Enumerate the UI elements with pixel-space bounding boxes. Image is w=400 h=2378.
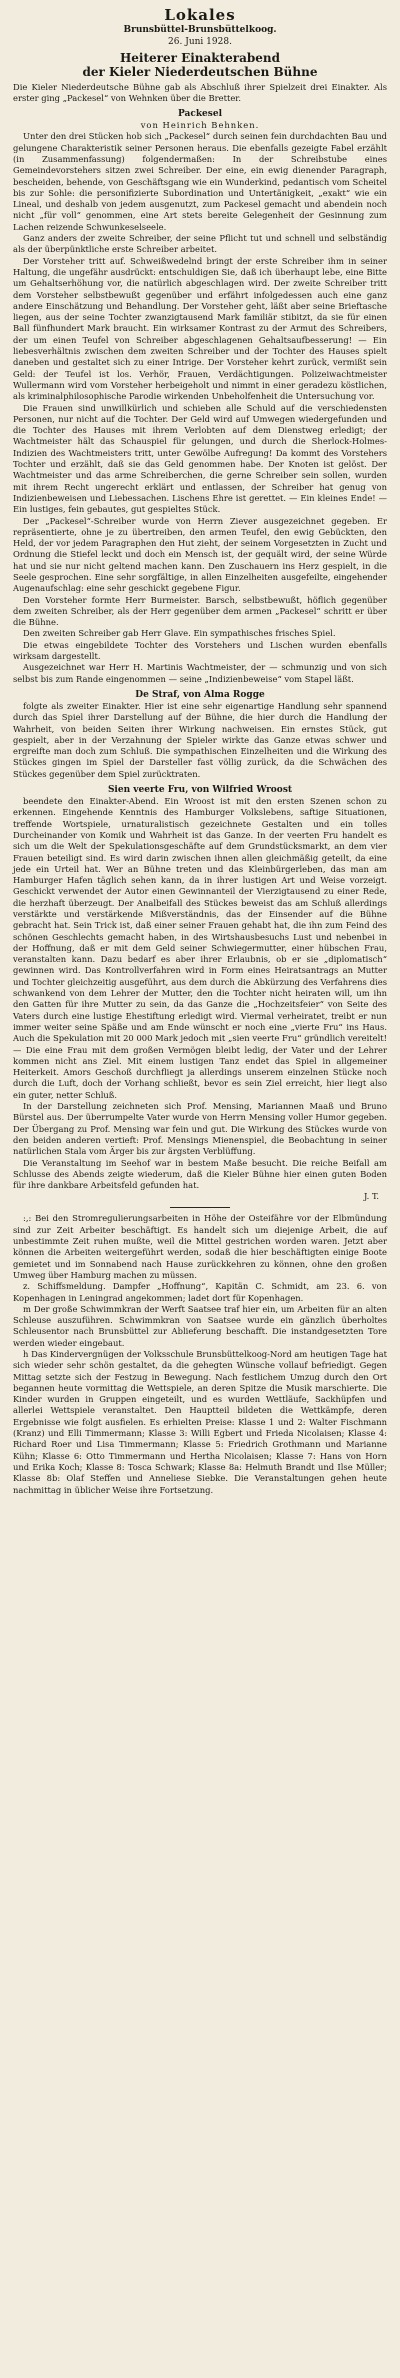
paragraph: folgte als zweiter Einakter. Hier ist eine sehr eigenartige Handlung sehr spannend durch das Spiel ihrer Darstellung auf der Bühne, die hier durch die Handlung der Wahrheit, von beiden Seiten ihrer Wirkung nachweisen. Ein ernstes Stück, gut gespielt, aber in der Verzahnung der Spieler wirkte das Ganze etwas schwer und ergreifte man doch zum Schluß. Die sympathischen Einzelheiten und die Wirkung des Stückes gingen im Spiel der Darsteller fast völlig zurück, da die Schwächen des Stückes gegenüber dem Spiel zurücktraten. — [13, 700, 387, 779]
article-headline — [13, 51, 387, 79]
headline-line-2: der Kieler Niederdeutschen Bühne — [82, 65, 318, 79]
play1-title: Packesel — [177, 109, 222, 120]
news-note: h Das Kindervergnügen der Volksschule Brunsbüttelkoog-Nord am heutigen Tage hat sich wieder sehr schön gestaltet, da die gehegten Wünsche vollauf befriedigt. Gegen Mittag setzte sich der Festzug in Bewegung. Nach festlichem Umzug durch den Ort begannen heute vormittag die Wettspiele, an deren Spitze die Musik marschierte. Die Kinder wurden in Gruppen eingeteilt, und es wurden Wettläufe, Sackhüpfen und allerlei Wettspiele veranstaltet. Den Hauptteil bildeten die Wettkämpfe, deren Ergebnisse wie folgt ausfielen. Es erhielten Preise: Klasse 1 und 2: Walter Fischmann (Kranz) und Elli Timmermann; Klasse 3: Willi Egbert und Frieda Nicolaisen; Klasse 4: Richard Roer und Lisa Timmermann; Klasse 5: Friedrich Grothmann und Marianne Kühn; Klasse 6: Otto Timmermann und Hertha Nicolaisen; Klasse 7: Hans von Horn und Erika Koch; Klasse 8: Tosca Schwark; Klasse 8a: Helmuth Brandt und Ilse Müller; Klasse 8b: Olaf Steffen und Anneliese Siebke. Die Veranstaltungen gehen heute nachmittag in üblicher Weise ihre Fortsetzung. — [13, 1348, 387, 1495]
play2-review — [13, 701, 387, 780]
paragraph: Die Frauen sind unwillkürlich und schieben alle Schuld auf die verschiedensten Personen, nur nicht auf die Tochter. Der Geld wird auf Umwegen wiedergefunden und die Tochter des Hauses mit ihrem Verlobten auf dem Dienstweg erledigt; der Wachtmeister hält das Schauspiel für gelungen, und durch die Sherlock-Holmes-Indizien des Wachtmeisters tritt, unter Gewölbe Aufregung! Da kommt des Vorstehers Tochter und erzählt, daß sie das Geld genommen habe. Der Knoten ist gelöst. Der Wachtmeister und das arme Schreiberchen, die gerne Schreiber sein sollen, wurden mit ihrem Recht ungerecht erklärt und entlassen, der Schreiber hat genug von Indizienbeweisen und Liebessachen. Lischens Ehre ist gerettet. — Ein kleines Ende! — Ein lustiges, fein gebautes, gut gespieltes Stück. — [13, 402, 387, 515]
paragraph: beendete den Einakter-Abend. Ein Wroost ist mit den ersten Szenen schon zu erkennen. Eingehende Kenntnis des Hamburger Volkslebens, saftige Situationen, treffende Wortspiele, urnaturalistisch gezeichnete Gestalten und ein tolles Durcheinander von Komik und Wahrheit ist das Ganze. In der veerten Fru handelt es sich um die Welt der Spekulationsgeschäfte auf dem Grundstücksmarkt, an dem vier Frauen beteiligt sind. Es wird darin zwischen ihnen allen gleichmäßig geteilt, da eine jede ein Urteil hat. Wer an Bühne treten und das Kleinbürgerleben, das man am Hamburger Hafen täglich sehen kann, da in ihrer lustigen Art und Weise vorzeigt. Geschickt verwendet der Autor einen Gewinnanteil der Vierzigtausend zu einer Rede, die herzhaft überzeugt. Der Analbeifall des Stückes beweist das am Schluß allerdings verstärkte und verstärkende Mißverständnis, das der Einsender auf die Bühne gebracht hat. Sein Trick ist, daß einer seiner Frauen gehabt hat, die ihn zum Feind des schönen Geschlechts gemacht haben, in des Wirtshausbesuchs Lust und nebenbei in der Hoffnung, daß er mit dem Geld seiner Schwiegermutter, einer hübschen Frau, veranstalten kann. Dazu bedarf es aber ihrer Erlaubnis, ob er sie „diplomatisch“ gewinnen wird. Das Kontrollverfahren wird in Form eines Heiratsantrags an Mutter und Tochter gleichzeitig ausgeführt, aus dem durch die Abkürzung des Verfahrens dies schwankend von dem Lehrer der Mutter, den die Tochter nicht heiraten will, um ihn den Gatten für ihre Mutter zu sein, da das Ganze die „Hochzeitsfeier“ von Seite des Vaters durch eine lustige Ehestiftung erledigt wird. Viermal verheiratet, treibt er nun immer weiter seine Späße und am Ende wünscht er noch eine „vierte Fru“ ins Haus. Auch die Spekulation mit 20 000 Mark jedoch mit „sien veerte Fru“ gründlich vereitelt! — Die eine Frau mit dem großen Vermögen bleibt ledig, der Vater und der Lehrer kommen nicht ans Ziel. Mit einem lustigen Tanz endet das Spiel in allgemeiner Heiterkeit. Amors Geschoß durchfliegt ja allerdings unserem einzelnen Stücke noch durch die Luft, doch der Vorhang schließt, bevor es sein Ziel erreicht, hier liegt also ein guter, netter Schluß. — [13, 796, 387, 1100]
play3-review — [13, 796, 387, 1191]
news-note: m Der große Schwimmkran der Werft Saatsee traf hier ein, um Arbeiten für an alten Schleuse auszuführen. Schwimmkran von Saatsee wurde ein gänzlich überholtes Schleusentor nach Brunsbüttel zur Ablieferung beschafft. Die instandgesetzten Tore werden wieder eingebaut. — [13, 1303, 387, 1348]
dateline — [13, 24, 387, 48]
paragraph: Den zweiten Schreiber gab Herr Glave. Ein sympathisches frisches Spiel. — [23, 628, 336, 639]
paragraph: Die etwas eingebildete Tochter des Vorstehers und Lischen wurden ebenfalls wirksam dargestellt. — [13, 639, 387, 662]
paragraph: Der „Packesel“-Schreiber wurde von Herrn Ziever ausgezeichnet gegeben. Er repräsentierte, ohne je zu übertreiben, den armen Teufel, den ewig Gebückten, den Held, der vor jedem Paragraphen den Hut zieht, der seinem Vorgesetzten in Zucht und Ordnung die Stiefel leckt und doch ein Mensch ist, der gequält wird, der seine Würde hat und sie nur nicht geltend machen kann. Den Zuschauern ins Herz gespielt, in die Seele gesprochen. Eine sehr sorgfältige, in allen Einzelheiten ausgefeilte, eingehender Augenaufschlag: eine sehr geschickt gegebene Figur. — [13, 515, 387, 594]
paragraph: Den Vorsteher formte Herr Burmeister. Barsch, selbstbewußt, höflich gegenüber dem zweiten Schreiber, als der Herr gegenüber dem armen „Packesel“ schritt er über die Bühne. — [13, 594, 387, 628]
news-note: z. Schiffsmeldung. Dampfer „Hoffnung“, Kapitän C. Schmidt, am 23. 6. von Kopenhagen in Leningrad angekommen; ladet dort für Kopenhagen. — [13, 1281, 387, 1303]
dateline-place: Brunsbüttel-Brunsbüttelkoog. — [123, 25, 277, 35]
section-divider — [170, 1207, 230, 1208]
article-signature: J. T. — [363, 1191, 379, 1202]
paragraph: Unter den drei Stücken hob sich „Packesel“ durch seinen fein durchdachten Bau und gelungene Charakteristik seiner Personen heraus. Die ebenfalls gezeigte Fabel erzählt (in Zusammenfassung) folgendermaßen: In der Schreibstube eines Gemeindevorstehers sitzen zwei Schreiber. Der eine, ein ewig dienender Paragraph, bescheiden, behende, von Geschäftsgang wie ein Wunderkind, pedantisch vom Scheitel bis zur Sohle: die personifizierte Subordination und Untertänigkeit, „exakt“ wie ein Lineal, und deshalb von jedem ausgenutzt, zum Packesel gemacht und abendein noch nicht „für voll“ genommen, eine Art stets bereite Gelegenheit der Gesinnung zum Lachen reizende Schwunkeselseele. — [13, 131, 387, 232]
news-note: :,: Bei den Stromregulierungsarbeiten in Höhe der Osteifähre vor der Elbmündung sind zur Zeit Arbeiter beschäftigt. Es handelt sich um diejenige Arbeit, die auf unbestimmte Zeit ruhen mußte, weil die Mittel gestrichen worden waren. Jetzt aber können die Arbeiten weitergeführt werden, sodaß die hier beschäftigten einige Boote gemietet und im Sonnabend nach Hause zurückkehren zu können, ohne den großen Umweg über Hamburg machen zu müssen. — [13, 1213, 387, 1280]
paragraph: Der Vorsteher tritt auf. Schweißwedelnd bringt der erste Schreiber ihm in seiner Haltung, die ungefähr ausdrückt: entschuldigen Sie, daß ich überhaupt lebe, eine Bitte um Gehaltserhöhung vor, die natürlich abgeschlagen wird. Der zweite Schreiber tritt dem Vorsteher selbstbewußt gegenüber und erfährt infolgedessen auch eine ganz andere Einschätzung und Behandlung. Der Vorsteher geht, läßt aber seine Brieftasche liegen, aus der seine Tochter zwanzigtausend Mark familiär stibitzt, da sie für einen Ball fünfhundert Mark braucht. Ein wirksamer Kontrast zu der Armut des Schreibers, der um einen Teufel von Schreiber abgeschlagenen Gehaltsaufbesserung! — Ein liebesverhältnis zwischen dem zweiten Schreiber und der Tochter des Hauses spielt daneben und gestaltet sich zu einer Intrige. Der Vorsteher kehrt zurück, vermißt sein Geld: der Teufel ist los. Verhör, Frauen, Verdächtigungen. Polizeiwachtmeister Wullermann wird vom Vorsteher herbeigeholt und nimmt in einer geradezu köstlichen, als kriminalphilosophische Parodie wirkenden Unbeholfenheit die Untersuchung vor. — [13, 255, 387, 402]
section-masthead: Lokales — [164, 6, 236, 24]
play3-title: Sien veerte Fru, von Wilfried Wroost — [107, 785, 293, 796]
play1-review — [13, 131, 387, 685]
paragraph: Die Veranstaltung im Seehof war in bestem Maße besucht. Die reiche Beifall am Schlusse des Abends zeigte wiederum, daß die Kieler Bühne hier einen guten Boden für ihre dankbare Arbeitsfeld gefunden hat. — [13, 1157, 387, 1191]
play1-author: von Heinrich Behnken. — [140, 120, 260, 131]
headline-line-1: Heiterer Einakterabend — [119, 51, 281, 65]
local-notes — [13, 1213, 387, 1495]
paragraph: In der Darstellung zeichneten sich Prof. Mensing, Mariannen Maaß und Bruno Bürstel aus. Der überrumpelte Vater wurde von Herrn Mensing voller Humor gegeben. Der Übergang zu Prof. Mensing war fein und gut. Die Wirkung des Stückes wurde von den beiden anderen vertieft: Prof. Mensings Mienenspiel, die Beobachtung in seiner natürlichen Stala vom Ärger bis zur ärgsten Verblüffung. — [13, 1101, 387, 1157]
paragraph: Ganz anders der zweite Schreiber, der seine Pflicht tut und schnell und selbständig als der überpünktliche erste Schreiber arbeitet. — [13, 233, 387, 255]
paragraph: Ausgezeichnet war Herr H. Martinis Wachtmeister, der — schmunzig und von sich selbst bis zum Rande eingenommen — seine „Indizienbeweise“ vom Stapel läßt. — [13, 662, 387, 684]
dateline-date: 26. Juni 1928. — [168, 37, 232, 47]
play2-title: De Straf, von Alma Rogge — [135, 689, 265, 700]
article-lead: Die Kieler Niederdeutsche Bühne gab als Abschluß ihrer Spielzeit drei Einakter. Als erster ging „Packesel“ von Wehnken über die Bretter. — [13, 82, 387, 104]
